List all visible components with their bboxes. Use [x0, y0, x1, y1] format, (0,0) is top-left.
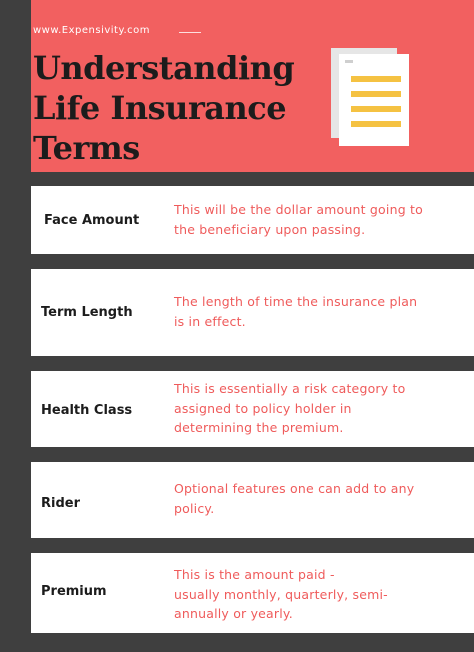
definition-line: The length of time the insurance plan	[174, 294, 418, 309]
term-row-face-amount	[31, 186, 474, 254]
term-row-health-class	[31, 371, 474, 447]
definition-line: the beneficiary upon passing.	[174, 221, 366, 237]
definition-line: determining the premium.	[174, 420, 344, 435]
term-label: Premium	[41, 584, 107, 599]
definition-line: This is essentially a risk category to	[174, 381, 406, 396]
term-row-term-length	[31, 269, 474, 356]
term-definition	[174, 292, 464, 331]
term-definition	[174, 565, 464, 624]
term-label: Face Amount	[44, 212, 140, 228]
definition-line: This will be the dollar amount going to	[174, 202, 423, 217]
definition-line: usually monthly, quarterly, semi-	[174, 586, 388, 602]
page-title	[33, 48, 294, 168]
term-label: Term Length	[41, 305, 133, 320]
site-url-divider	[179, 32, 201, 33]
term-row-premium	[31, 553, 474, 633]
definition-line: policy.	[174, 500, 215, 516]
term-definition	[174, 479, 464, 518]
document-icon	[331, 48, 411, 148]
definition-line: is in effect.	[174, 313, 246, 329]
title-line-1: Understanding	[33, 49, 295, 87]
term-definition	[174, 379, 464, 438]
title-line-3: Terms	[33, 129, 140, 167]
site-url: www.Expensivity.com	[33, 25, 151, 36]
title-line-2: Life Insurance	[33, 89, 287, 127]
term-row-rider	[31, 462, 474, 538]
definition-line: This is the amount paid -	[174, 567, 335, 582]
definition-line: annually or yearly.	[174, 606, 293, 621]
term-label: Health Class	[41, 403, 133, 418]
term-definition	[174, 200, 464, 239]
definition-line: Optional features one can add to any	[174, 481, 415, 496]
definition-line: assigned to policy holder in	[174, 400, 352, 416]
term-label: Rider	[41, 496, 80, 511]
